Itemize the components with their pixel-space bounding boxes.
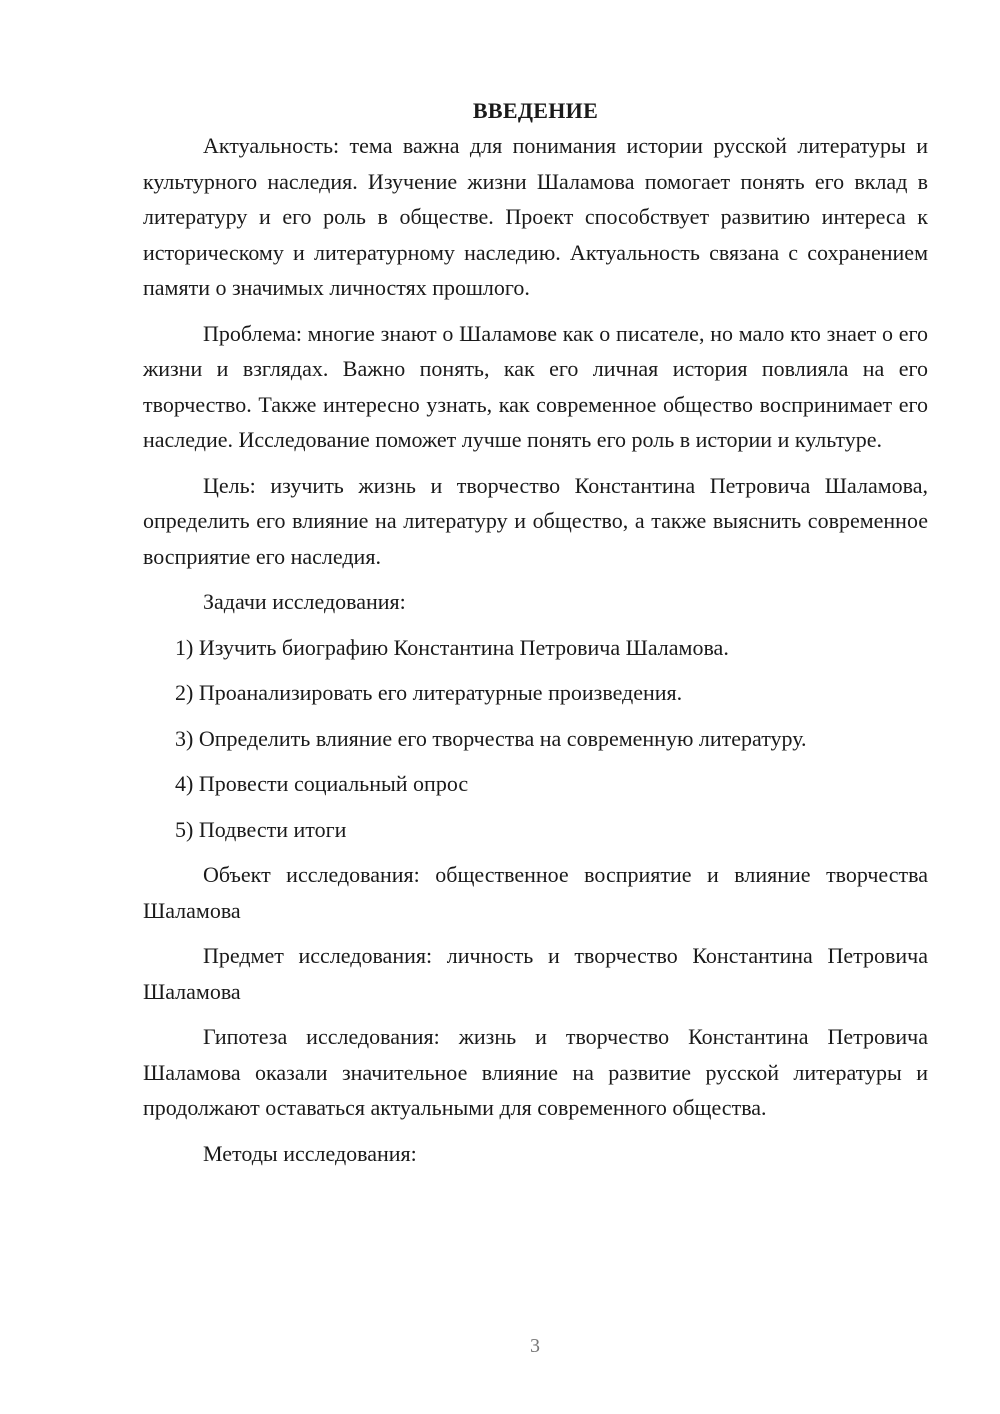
list-item: 4) Провести социальный опрос: [175, 771, 469, 796]
methods-heading: Методы исследования:: [203, 1140, 417, 1166]
page-content: [143, 96, 928, 1181]
object-paragraph: Объект исследования: общественное восприятие и влияние творчества Шаламова: [143, 862, 928, 923]
section-title: ВВЕДЕНИЕ: [472, 98, 599, 123]
list-item: 2) Проанализировать его литературные произведения.: [175, 680, 683, 705]
list-item: 3) Определить влияние его творчества на современную литературу.: [175, 725, 807, 751]
hypothesis-paragraph: Гипотеза исследования: жизнь и творчество Константина Петровича Шаламова оказали значительное влияние на развитие русской литературы и продолжают оставаться актуальными для современного общества.: [143, 1024, 928, 1120]
subject-paragraph: Предмет исследования: личность и творчество Константина Петровича Шаламова: [143, 943, 928, 1004]
page-number: 3: [530, 1335, 540, 1357]
problem-paragraph: Проблема: многие знают о Шаламове как о писателе, но мало кто знает о его жизни и взглядах. Важно понять, как его личная история повлияла на его творчество. Также интересно узнать, как современное общество воспринимает его наследие. Исследование поможет лучше понять его роль в истории и культуре.: [143, 320, 928, 452]
relevance-paragraph: Актуальность: тема важна для понимания истории русской литературы и культурного наследия. Изучение жизни Шаламова помогает понять его вклад в литературу и его роль в обществе. Проект способствует развитию интереса к историческому и литературному наследию. Актуальность связана с сохранением памяти о значимых личностях прошлого.: [143, 133, 928, 300]
goal-paragraph: Цель: изучить жизнь и творчество Константина Петровича Шаламова, определить его влияние на литературу и общество, а также выяснить современное восприятие его наследия.: [143, 472, 928, 569]
tasks-heading: Задачи исследования:: [203, 589, 406, 614]
list-item: 5) Подвести итоги: [175, 816, 347, 842]
list-item: 1) Изучить биографию Константина Петровича Шаламова.: [175, 634, 729, 660]
